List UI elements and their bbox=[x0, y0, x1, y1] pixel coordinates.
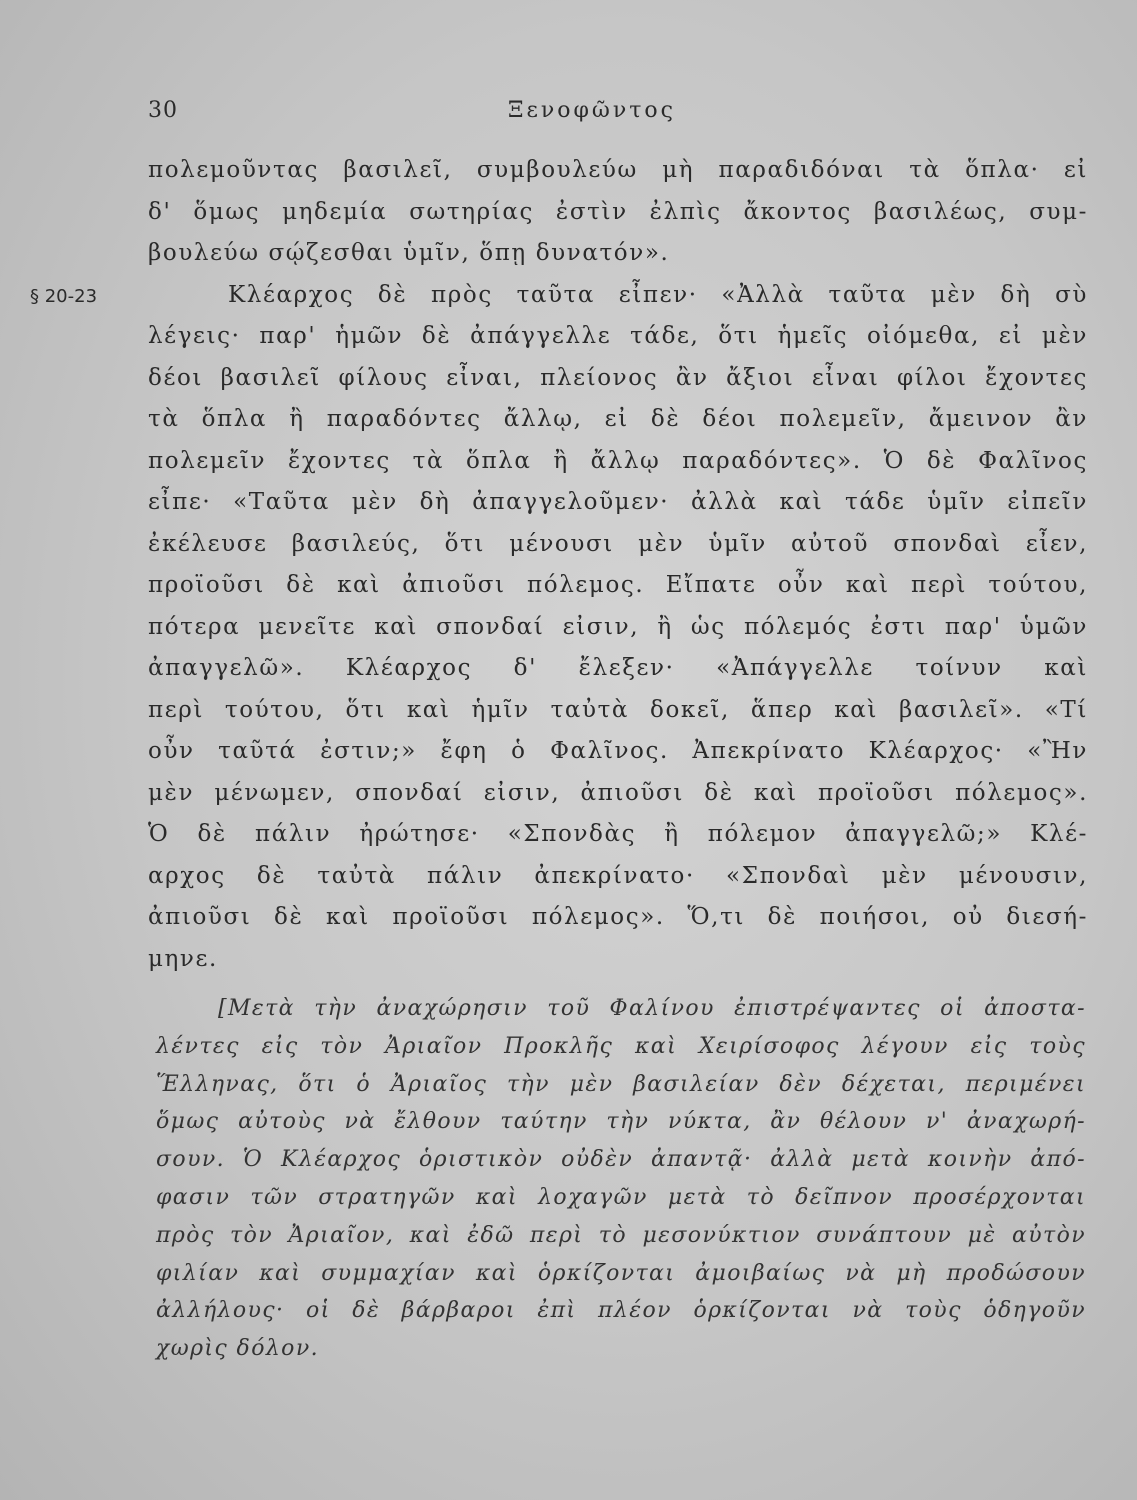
summary-line: λέντες εἰς τὸν Ἀριαῖον Προκλῆς καὶ Χειρίσοφος λέγουν εἰς τοὺς bbox=[156, 1033, 1086, 1059]
running-head: Ξενοφῶντος bbox=[508, 98, 676, 123]
text-line: περὶ τούτου, ὅτι καὶ ἡμῖν ταὐτὰ δοκεῖ, ἅπερ καὶ βασιλεῖ». «Τί bbox=[148, 696, 1088, 723]
text-line: αρχος δὲ ταὐτὰ πάλιν ἀπεκρίνατο· «Σπονδαὶ μὲν μένουσιν, bbox=[148, 862, 1088, 889]
text-line: ἐκέλευσε βασιλεύς, ὅτι μένουσι μὲν ὑμῖν αὐτοῦ σπονδαὶ εἶεν, bbox=[148, 530, 1088, 557]
text-line: δέοι βασιλεῖ φίλους εἶναι, πλείονος ἂν ἄξιοι εἶναι φίλοι ἔχοντες bbox=[148, 364, 1088, 391]
summary-line: πρὸς τὸν Ἀριαῖον, καὶ ἐδῶ περὶ τὸ μεσονύκτιον συνάπτουν μὲ αὐτὸν bbox=[156, 1222, 1086, 1248]
summary-line: φασιν τῶν στρατηγῶν καὶ λοχαγῶν μετὰ τὸ δεῖπνον προσέρχονται bbox=[156, 1184, 1086, 1210]
summary-line: φιλίαν καὶ συμμαχίαν καὶ ὁρκίζονται ἀμοιβαίως νὰ μὴ προδώσουν bbox=[156, 1260, 1086, 1286]
summary-line: χωρὶς δόλον. bbox=[156, 1336, 319, 1362]
summary-line: [Μετὰ τὴν ἀναχώρησιν τοῦ Φαλίνου ἐπιστρέψαντες οἱ ἀποστα- bbox=[218, 996, 1086, 1021]
text-line: πότερα μενεῖτε καὶ σπονδαί εἰσιν, ἢ ὡς πόλεμός ἐστι παρ' ὑμῶν bbox=[148, 613, 1088, 640]
text-line: προϊοῦσι δὲ καὶ ἀπιοῦσι πόλεμος. Εἴπατε οὖν καὶ περὶ τούτου, bbox=[148, 572, 1088, 598]
page-number: 30 bbox=[148, 98, 178, 123]
text-line: τὰ ὅπλα ἢ παραδόντες ἄλλῳ, εἰ δὲ δέοι πολεμεῖν, ἄμεινον ἂν bbox=[148, 406, 1088, 432]
text-line: ἀπαγγελῶ». Κλέαρχος δ' ἔλεξεν· «Ἀπάγγελλε τοίνυν καὶ bbox=[148, 655, 1088, 681]
text-line: λέγεις· παρ' ἡμῶν δὲ ἀπάγγελλε τάδε, ὅτι ἡμεῖς οἰόμεθα, εἰ μὲν bbox=[148, 323, 1088, 349]
text-line: μὲν μένωμεν, σπονδαί εἰσιν, ἀπιοῦσι δὲ καὶ προϊοῦσι πόλεμος». bbox=[148, 779, 1088, 806]
main-text bbox=[148, 150, 1088, 980]
text-line: βουλεύω σῴζεσθαι ὑμῖν, ὅπῃ δυνατόν». bbox=[148, 240, 670, 266]
text-line: ἀπιοῦσι δὲ καὶ προϊοῦσι πόλεμος». Ὅ,τι δὲ ποιήσοι, οὐ διεσή- bbox=[148, 904, 1088, 930]
summary-paragraph bbox=[156, 990, 1086, 1368]
text-line: Ὁ δὲ πάλιν ἠρώτησε· «Σπονδὰς ἢ πόλεμον ἀπαγγελῶ;» Κλέ- bbox=[148, 821, 1088, 847]
text-line: πολεμοῦντας βασιλεῖ, συμβουλεύω μὴ παραδιδόναι τὰ ὅπλα· εἰ bbox=[148, 157, 1088, 183]
summary-line: Ἕλληνας, ὅτι ὁ Ἀριαῖος τὴν μὲν βασιλείαν δὲν δέχεται, περιμένει bbox=[156, 1071, 1086, 1097]
text-line: Κλέαρχος δὲ πρὸς ταῦτα εἶπεν· «Ἀλλὰ ταῦτα μὲν δὴ σὺ bbox=[228, 281, 1088, 308]
text-line: πολεμεῖν ἔχοντες τὰ ὅπλα ἢ ἄλλῳ παραδόντες». Ὁ δὲ Φαλῖνος bbox=[148, 447, 1088, 474]
summary-line: σουν. Ὁ Κλέαρχος ὁριστικὸν οὐδὲν ἀπαντᾷ· ἀλλὰ μετὰ κοινὴν ἀπό- bbox=[156, 1147, 1086, 1173]
text-line: δ' ὅμως μηδεμία σωτηρίας ἐστὶν ἐλπὶς ἄκοντος βασιλέως, συμ- bbox=[148, 198, 1088, 225]
section-marker: § 20-23 bbox=[30, 286, 98, 307]
summary-line: ἀλλήλους· οἱ δὲ βάρβαροι ἐπὶ πλέον ὁρκίζονται νὰ τοὺς ὁδηγοῦν bbox=[156, 1298, 1086, 1324]
text-line: οὖν ταῦτά ἐστιν;» ἔφη ὁ Φαλῖνος. Ἀπεκρίνατο Κλέαρχος· «Ἢν bbox=[148, 738, 1088, 764]
text-line: εἶπε· «Ταῦτα μὲν δὴ ἀπαγγελοῦμεν· ἀλλὰ καὶ τάδε ὑμῖν εἰπεῖν bbox=[148, 489, 1088, 515]
summary-line: ὅμως αὐτοὺς νὰ ἔλθουν ταύτην τὴν νύκτα, ἂν θέλουν ν' ἀναχωρή- bbox=[156, 1109, 1086, 1135]
text-line: μηνε. bbox=[148, 945, 218, 972]
